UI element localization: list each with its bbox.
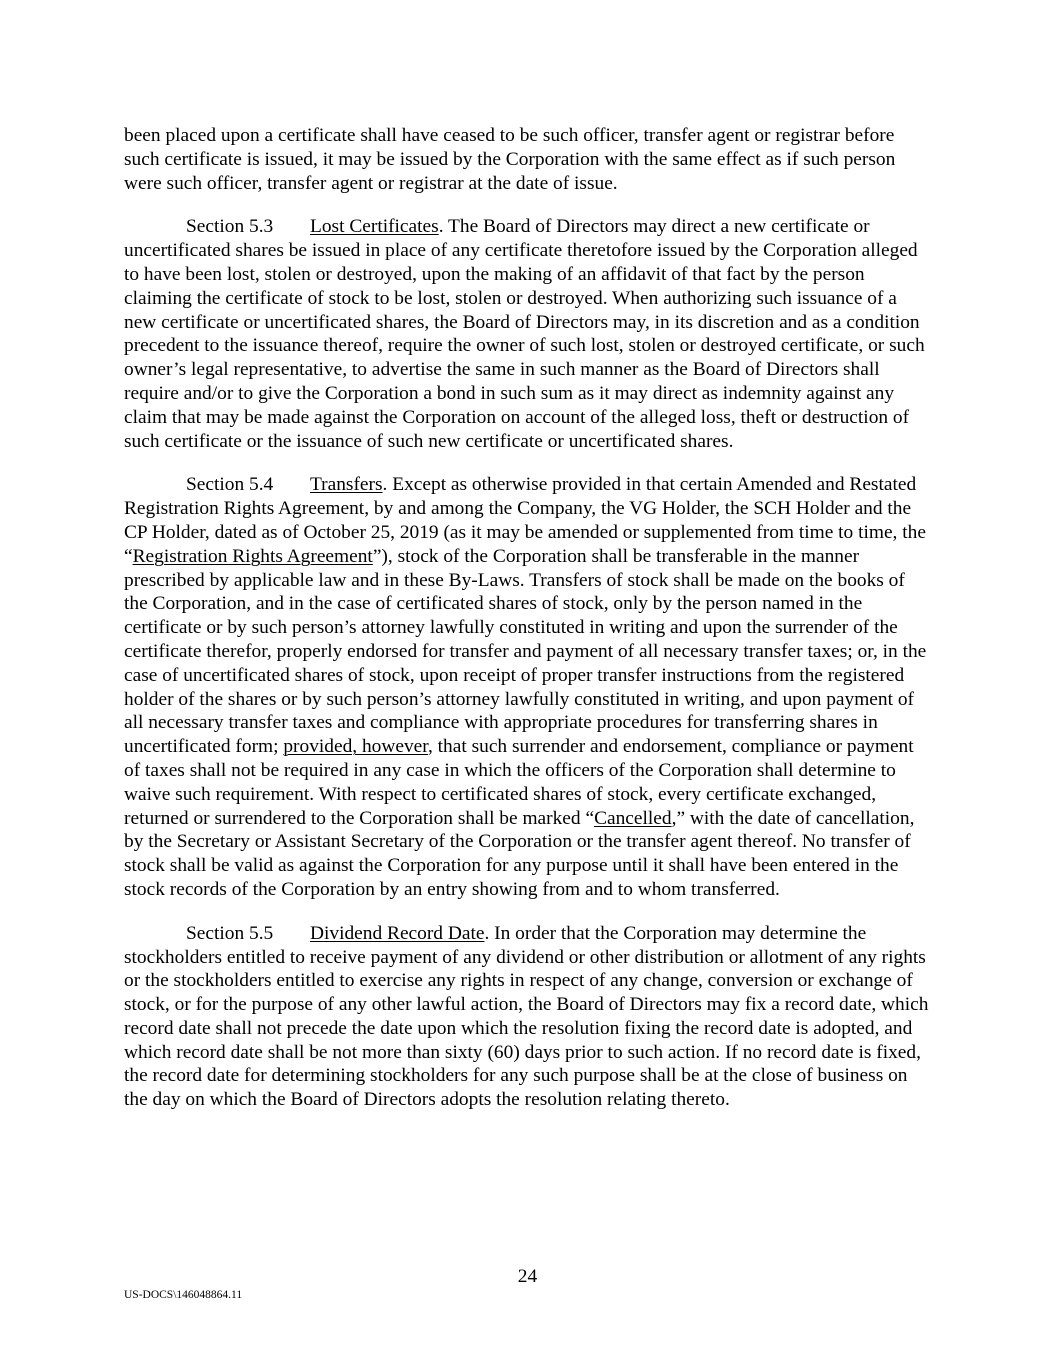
page-number: 24 (517, 1266, 538, 1287)
section-title: Dividend Record Date (310, 922, 485, 944)
provided-however-term: provided, however (283, 736, 428, 758)
section-body: . In order that the Corporation may determine the stockholders entitled to receive payment of any dividend or other distribution or allotment of any rights or the stockholders entitled to exercise any rights in respect of any change, conversion or exchange of stock, or for the purpose of any other lawful action, the Board of Directors may fix a record date, which record date shall not precede the date upon which the resolution fixing the record date is adopted, and which record date shall be not more than sixty (60) days prior to such action. If no record date is fixed, the record date for determining stockholders for any such purpose shall be at the close of business on the day on which the Board of Directors adopts the resolution relating thereto. (124, 922, 929, 1111)
section-body-part: ,” with the date of cancellation, by the Secretary or Assistant Secretary of the Corporation or the transfer agent thereof. No transfer of stock shall be valid as against the Corporation for any purpose until it shall have been entered in the stock records of the Corporation by an entry showing from and to whom transferred. (124, 807, 915, 900)
section-5-3-paragraph (124, 215, 932, 453)
section-title: Transfers (310, 474, 383, 496)
section-body-part: ”), stock of the Corporation shall be transferable in the manner prescribed by applicable law and in these By-Laws. Transfers of stock shall be made on the books of the Corporation, and in the case of certificated shares of stock, only by the person named in the certificate or by such person’s attorney lawfully constituted in writing and upon the surrender of the certificate therefor, properly endorsed for transfer and payment of all necessary transfer taxes; or, in the case of uncertificated shares of stock, upon receipt of proper transfer instructions from the registered holder of the shares or by such person’s attorney lawfully constituted in writing, and upon payment of all necessary transfer taxes and compliance with appropriate procedures for transferring shares in uncertificated form; (124, 545, 927, 758)
section-number: Section 5.5 (186, 922, 274, 944)
intro-paragraph: been placed upon a certificate shall have ceased to be such officer, transfer agent or registrar before such certificate is issued, it may be issued by the Corporation with the same effect as if such person were such officer, transfer agent or registrar at the date of issue. (124, 125, 896, 194)
section-body-part: , that such surrender and endorsement, compliance or payment of taxes shall not be required in any case in which the officers of the Corporation shall determine to waive such requirement. With respect to certificated shares of stock, every certificate exchanged, returned or surrendered to the Corporation shall be marked “ (124, 736, 914, 829)
section-number: Section 5.3 (186, 216, 274, 238)
document-body (124, 124, 932, 1132)
section-body: . The Board of Directors may direct a new certificate or uncertificated shares be issued in place of any certificate theretofore issued by the Corporation alleged to have been lost, stolen or destroyed, upon the making of an affidavit of that fact by the person claiming the certificate of stock to be lost, stolen or destroyed. When authorizing such issuance of a new certificate or uncertificated shares, the Board of Directors may, in its discretion and as a condition precedent to the issuance thereof, require the owner of such lost, stolen or destroyed certificate, or such owner’s legal representative, to advertise the same in such manner as the Board of Directors shall require and/or to give the Corporation a bond in such sum as it may direct as indemnity against any claim that may be made against the Corporation on account of the alleged loss, theft or destruction of such certificate or the issuance of such new certificate or uncertificated shares. (124, 216, 925, 452)
section-body-part: . Except as otherwise provided in that certain Amended and Restated Registration Rights Agreement, by and among the Company, the VG Holder, the SCH Holder and the CP Holder, dated as of October 25, 2019 (as it may be amended or supplemented from time to time, the “ (124, 474, 926, 567)
document-id: US-DOCS\146048864.11 (124, 1289, 243, 1301)
section-5-4-paragraph (124, 473, 932, 901)
section-number: Section 5.4 (186, 474, 274, 496)
section-5-5-paragraph (124, 922, 932, 1112)
section-title: Lost Certificates (310, 216, 439, 238)
cancelled-term: Cancelled (594, 807, 672, 829)
defined-term-registration-rights-agreement: Registration Rights Agreement (132, 545, 373, 567)
